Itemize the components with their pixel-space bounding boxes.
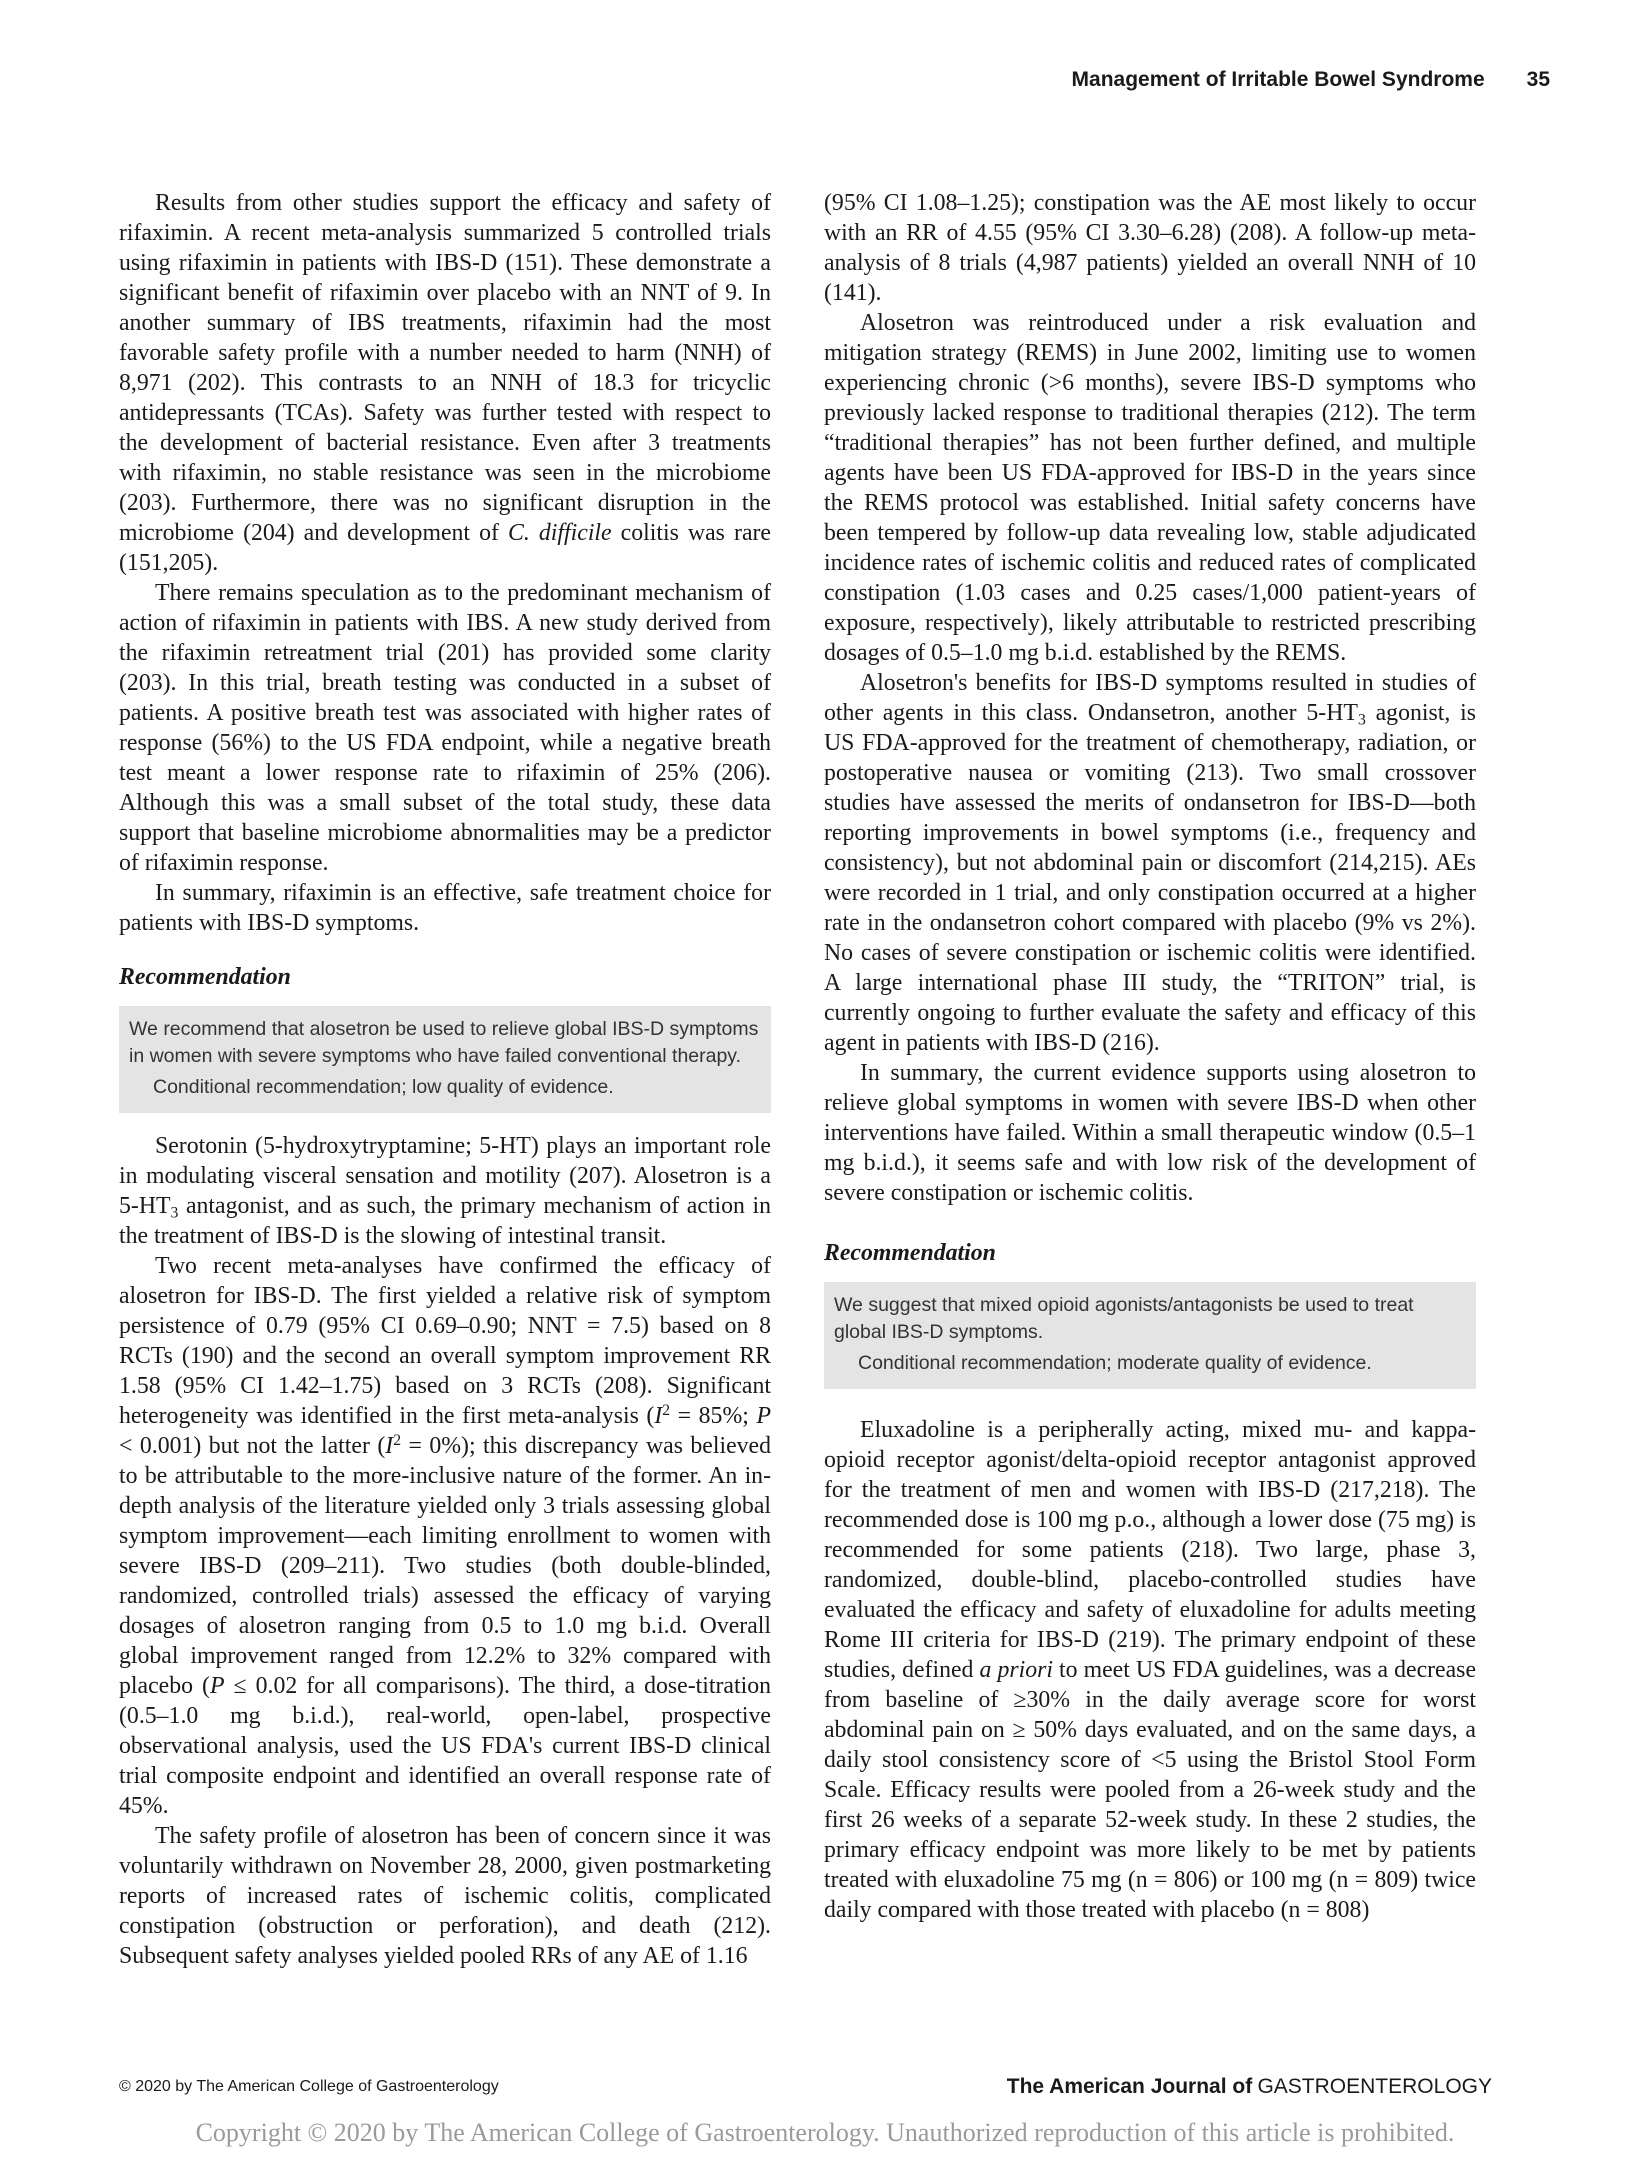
running-title: Management of Irritable Bowel Syndrome bbox=[1071, 68, 1485, 91]
recommendation-box bbox=[119, 1006, 771, 1113]
paragraph: Two recent meta-analyses have confirmed the efficacy of alosetron for IBS-D. The first yielded a relative risk of symptom persistence of 0.79 (95% CI 0.69–0.90; NNT = 7.5) based on 8 RCTs (190) and the second an overall symptom improvement RR 1.58 (95% CI 1.42–1.75) based on 3 RCTs (208). Significant heterogeneity was identified in the first meta-analysis ($I^2 = 85\%$; P < 0.001) but not the latter $(I^2 = 0\%)$; this discrepancy was believed to be attributable to the more-inclusive nature of the former. An in-depth analysis of the literature yielded only 3 trials assessing global symptom improvement—each limiting enrollment to women with severe IBS-D (209–211). Two studies (both double-blinded, randomized, controlled trials) assessed the efficacy of varying dosages of alosetron ranging from 0.5 to 1.0 mg b.i.d. Overall global improvement ranged from 12.2% to 32% compared with placebo (P ≤ 0.02 for all comparisons). The third, a dose-titration (0.5–1.0 mg b.i.d.), real-world, open-label, prospective observational analysis, used the US FDA's current IBS-D clinical trial composite endpoint and identified an overall response rate of 45%. bbox=[119, 1253, 772, 1819]
journal-name: GASTROENTEROLOGY bbox=[1257, 2075, 1492, 2098]
copyright-watermark: Copyright © 2020 by The American College of Gastroenterology. Unauthorized reproduction of this article is prohibited. bbox=[195, 2118, 1455, 2147]
recommendation-strength: Conditional recommendation; low quality of evidence. bbox=[153, 1076, 614, 1098]
paragraph: In summary, the current evidence supports using alosetron to relieve global symptoms in women with severe IBS-D when other interventions have failed. Within a small therapeutic window (0.5–1 mg b.i.d.), it seems safe and with low risk of the development of severe constipation or ischemic colitis. bbox=[824, 1060, 1476, 1206]
right-column bbox=[824, 188, 1476, 1925]
paragraph: Results from other studies support the efficacy and safety of rifaximin. A recent meta-analysis summarized 5 controlled trials using rifaximin in patients with IBS-D (151). These demonstrate a significant benefit of rifaximin over placebo with an NNT of 9. In another summary of IBS treatments, rifaximin had the most favorable safety profile with a number needed to harm (NNH) of 8,971 (202). This contrasts to an NNH of 18.3 for tricyclic antidepressants (TCAs). Safety was further tested with respect to the development of bacterial resistance. Even after 3 treatments with rifaximin, no stable resistance was seen in the microbiome (203). Furthermore, there was no significant disruption in the microbiome (204) and development of C. difficile colitis was rare (151,205). bbox=[119, 190, 771, 576]
recommendation-strength: Conditional recommendation; moderate quality of evidence. bbox=[858, 1352, 1372, 1374]
paragraph: Serotonin (5-hydroxytryptamine; 5-HT) plays an important role in modulating visceral sensation and motility (207). Alosetron is a $5-HT_3$ antagonist, and as such, the primary mechanism of action in the treatment of IBS-D is the slowing of intestinal transit. bbox=[119, 1133, 771, 1249]
recommendation-heading: Recommendation bbox=[824, 1240, 996, 1266]
left-column bbox=[119, 188, 771, 1971]
paragraph: Eluxadoline is a peripherally acting, mixed mu- and kappa-opioid receptor agonist/delta-opioid receptor antagonist approved for the treatment of men and women with IBS-D (217,218). The recommended dose is 100 mg p.o., although a lower dose (75 mg) is recommended for some patients (218). Two large, phase 3, randomized, double-blind, placebo-controlled studies have evaluated the efficacy and safety of eluxadoline for adults meeting Rome III criteria for IBS-D (219). The primary endpoint of these studies, defined a priori to meet US FDA guidelines, was a decrease from baseline of ≥30% in the daily average score for worst abdominal pain on ≥ 50% days evaluated, and on the same days, a daily stool consistency score of <5 using the Bristol Stool Form Scale. Efficacy results were pooled from a 26-week study and the first 26 weeks of a separate 52-week study. In these 2 studies, the primary efficacy endpoint was more likely to be met by patients treated with eluxadoline 75 mg (n = 806) or 100 mg (n = 809) twice daily compared with those treated with placebo (n = 808) bbox=[824, 1417, 1477, 1923]
recommendation-box bbox=[824, 1282, 1476, 1389]
journal-prefix: The American Journal of bbox=[1006, 2075, 1253, 2098]
page-number: 35 bbox=[1526, 68, 1550, 91]
paragraph: In summary, rifaximin is an effective, safe treatment choice for patients with IBS-D symptoms. bbox=[119, 880, 771, 936]
running-head bbox=[900, 68, 1550, 92]
paragraph: Alosetron's benefits for IBS-D symptoms resulted in studies of other agents in this class. Ondansetron, another $5-HT_3$ agonist, is US FDA-approved for the treatment of chemotherapy, radiation, or postoperative nausea or vomiting (213). Two small crossover studies have assessed the merits of ondansetron for IBS-D—both reporting improvements in bowel symptoms (i.e., frequency and consistency), but not abdominal pain or discomfort (214,215). AEs were recorded in 1 trial, and only constipation occurred at a higher rate in the ondansetron cohort compared with placebo (9% vs 2%). No cases of severe constipation or ischemic colitis were identified. A large international phase III study, the “TRITON” trial, is currently ongoing to further evaluate the safety and efficacy of this agent in patients with IBS-D (216). bbox=[824, 670, 1476, 1056]
footer-journal bbox=[1007, 2074, 1492, 2099]
paragraph: There remains speculation as to the predominant mechanism of action of rifaximin in patients with IBS. A new study derived from the rifaximin retreatment trial (201) has provided some clarity (203). In this trial, breath testing was conducted in a subset of patients. A positive breath test was associated with higher rates of response (56%) to the US FDA endpoint, while a negative breath test meant a lower response rate to rifaximin of 25% (206). Although this was a small subset of the total study, these data support that baseline microbiome abnormalities may be a predictor of rifaximin response. bbox=[119, 580, 771, 876]
recommendation-text: We suggest that mixed opioid agonists/antagonists be used to treat global IBS-D symptoms. bbox=[834, 1294, 1414, 1343]
recommendation-heading: Recommendation bbox=[119, 964, 291, 990]
paragraph: The safety profile of alosetron has been of concern since it was voluntarily withdrawn on November 28, 2000, given postmarketing reports of increased rates of ischemic colitis, complicated constipation (obstruction or perforation), and death (212). Subsequent safety analyses yielded pooled RRs of any AE of 1.16 bbox=[119, 1823, 771, 1969]
recommendation-text: We recommend that alosetron be used to relieve global IBS-D symptoms in women with severe symptoms who have failed conventional therapy. bbox=[129, 1018, 759, 1067]
footer-copyright: © 2020 by The American College of Gastroenterology bbox=[119, 2078, 499, 2095]
paragraph: Alosetron was reintroduced under a risk evaluation and mitigation strategy (REMS) in June 2002, limiting use to women experiencing chronic (>6 months), severe IBS-D symptoms who previously lacked response to traditional therapies (212). The term “traditional therapies” has not been further defined, and multiple agents have been US FDA-approved for IBS-D in the years since the REMS protocol was established. Initial safety concerns have been tempered by follow-up data revealing low, stable adjudicated incidence rates of ischemic colitis and reduced rates of complicated constipation (1.03 cases and 0.25 cases/1,000 patient-years of exposure, respectively), likely attributable to restricted prescribing dosages of 0.5–1.0 mg b.i.d. established by the REMS. bbox=[824, 310, 1476, 666]
paragraph: (95% CI 1.08–1.25); constipation was the AE most likely to occur with an RR of 4.55 (95% CI 3.30–6.28) (208). A follow-up meta-analysis of 8 trials (4,987 patients) yielded an overall NNH of 10 (141). bbox=[824, 190, 1476, 306]
